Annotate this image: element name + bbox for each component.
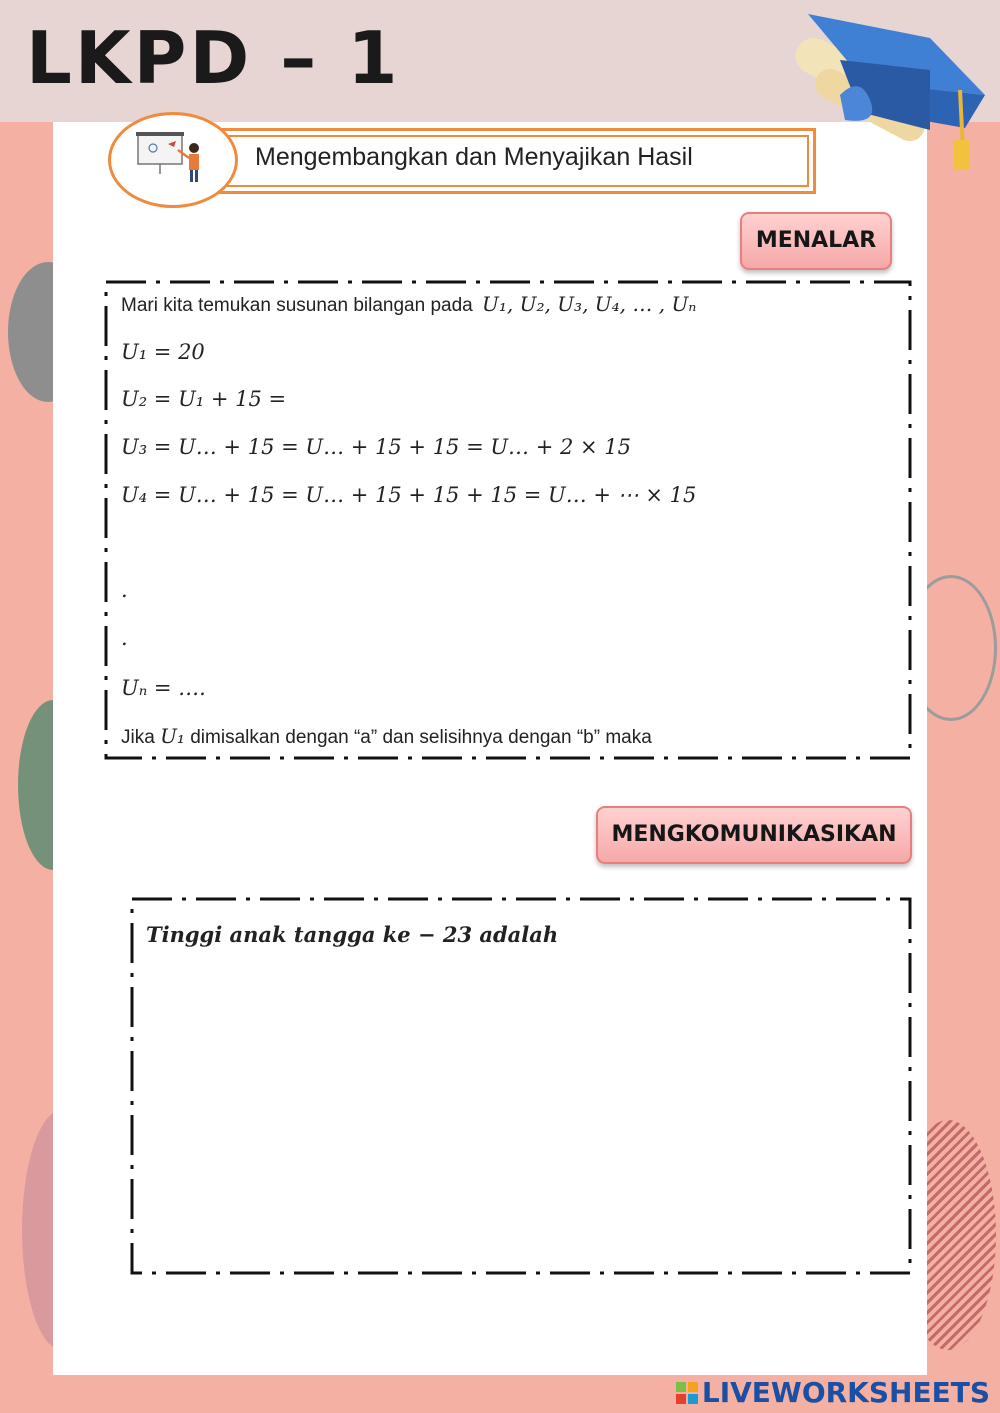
answer-prompt: Tinggi anak tangga ke − 23 adalah xyxy=(146,922,559,947)
banner-icon-circle xyxy=(108,112,238,208)
menalar-closing xyxy=(121,724,652,749)
menalar-line-5: . xyxy=(121,578,128,602)
menalar-closing-pre: Jika xyxy=(121,727,155,748)
liveworksheets-logo xyxy=(676,1376,990,1409)
menalar-line-4: U₄ = U… + 15 = U… + 15 + 15 + 15 = U… + ⋯ × 15 xyxy=(121,483,697,507)
menalar-intro-math: U₁, U₂, U₃, U₄, … , Uₙ xyxy=(482,292,697,316)
liveworksheets-brand: LIVEWORKSHEETS xyxy=(701,1376,990,1409)
section-banner xyxy=(196,128,816,194)
section-banner-title: Mengembangkan dan Menyajikan Hasil xyxy=(255,143,693,171)
menalar-intro-text: Mari kita temukan susunan bilangan pada xyxy=(121,295,473,316)
page-title: LKPD – 1 xyxy=(26,16,401,100)
menalar-badge: MENALAR xyxy=(740,212,892,270)
menalar-intro xyxy=(121,292,696,317)
menalar-box xyxy=(104,280,912,760)
menalar-line-2: U₂ = U₁ + 15 = xyxy=(121,387,287,411)
menalar-line-3: U₃ = U… + 15 = U… + 15 + 15 = U… + 2 × 15 xyxy=(121,435,632,459)
menalar-line-7: Uₙ = …. xyxy=(121,676,206,700)
presenter-icon xyxy=(108,112,232,202)
menalar-box-border xyxy=(104,280,912,760)
mengkomunikasikan-badge: MENGKOMUNIKASIKAN xyxy=(596,806,912,864)
menalar-line-6: . xyxy=(121,626,128,650)
menalar-closing-post: dimisalkan dengan “a” dan selisihnya dengan “b” maka xyxy=(190,727,652,748)
answer-box-border xyxy=(130,897,912,1275)
menalar-closing-math: U₁ xyxy=(160,724,185,748)
menalar-line-1: U₁ = 20 xyxy=(121,340,205,364)
liveworksheets-logo-icon xyxy=(676,1382,698,1404)
answer-box[interactable] xyxy=(130,897,912,1275)
